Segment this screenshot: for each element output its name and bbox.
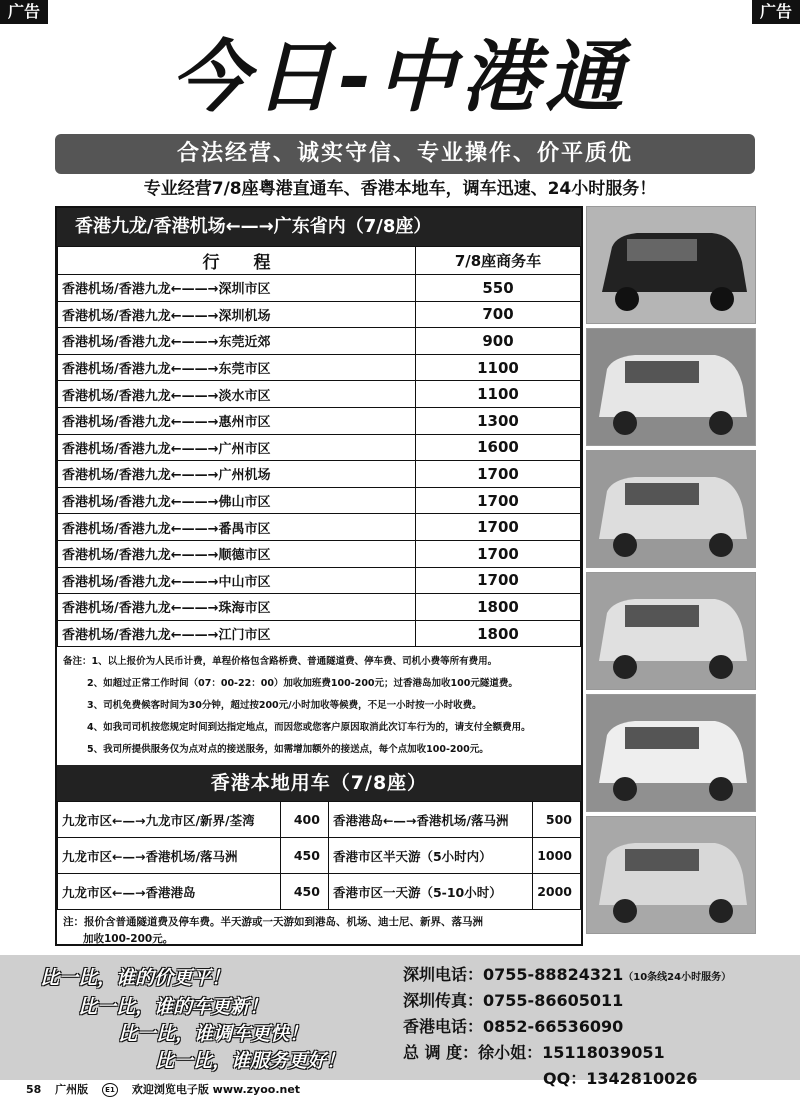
local-route: 九龙市区←—→香港机场/落马洲: [58, 838, 281, 874]
table-row: [58, 567, 581, 594]
contact-info: [403, 963, 798, 1093]
table-row: [58, 594, 581, 621]
local-route: 香港市区半天游（5小时内）: [328, 838, 532, 874]
cross-border-header: 香港九龙/香港机场←—→广东省内（7/8座）: [57, 208, 581, 246]
contact-label: 香港电话：: [403, 1017, 484, 1036]
note-line: 2、如超过正常工作时间（07：00-22：00）加收加班费100-200元；过香港岛加收100元隧道费。: [87, 678, 518, 690]
route-cell: 香港机场/香港九龙←——→惠州市区: [58, 407, 416, 434]
car-photo: [586, 206, 756, 324]
price-cell: 550: [416, 275, 581, 302]
ad-tag-left: 广告: [0, 0, 48, 24]
contact-row: [403, 1015, 798, 1041]
table-row: [58, 354, 581, 381]
route-cell: 香港机场/香港九龙←——→江门市区: [58, 620, 416, 647]
route-cell: 香港机场/香港九龙←——→顺德市区: [58, 540, 416, 567]
price-cell: 1100: [416, 354, 581, 381]
table-row: [58, 620, 581, 647]
table-row: [58, 487, 581, 514]
route-cell: 香港机场/香港九龙←——→深圳市区: [58, 275, 416, 302]
price-cell: 1700: [416, 540, 581, 567]
price-cell: 900: [416, 328, 581, 355]
local-note-line-1: 注：报价含普通隧道费及停车费。半天游或一天游如到港岛、机场、迪士尼、新界、落马洲: [63, 916, 483, 929]
local-price: 1000: [533, 838, 581, 874]
local-note-line-2: 加收100-200元。: [83, 933, 174, 946]
local-price: 400: [280, 802, 328, 838]
contact-row: [403, 989, 798, 1015]
contact-label: 总 调 度：: [403, 1043, 479, 1062]
slogan-banner: 合法经营、诚实守信、专业操作、价平质优: [55, 134, 755, 174]
price-cell: 1700: [416, 461, 581, 488]
local-row: [58, 802, 581, 838]
route-cell: 香港机场/香港九龙←——→东莞市区: [58, 354, 416, 381]
price-cell: 1100: [416, 381, 581, 408]
ad-tag-right: 广告: [752, 0, 800, 24]
local-price: 2000: [533, 874, 581, 910]
contact-extra: （10条线24小时服务）: [623, 972, 732, 983]
note-line: 5、我司所提供服务仅为点对点的接送服务，如需增加额外的接送点，每个点加收100-200元。: [87, 744, 489, 756]
route-cell: 香港机场/香港九龙←——→中山市区: [58, 567, 416, 594]
local-route: 香港市区一天游（5-10小时）: [328, 874, 532, 910]
local-route: 香港港岛←—→香港机场/落马洲: [328, 802, 532, 838]
contact-row: [403, 963, 798, 989]
route-cell: 香港机场/香港九龙←——→佛山市区: [58, 487, 416, 514]
car-photo: [586, 816, 756, 934]
table-row: [58, 461, 581, 488]
table-row: [58, 275, 581, 302]
slogan-compare-4: 比一比，谁服务更好！: [155, 1050, 346, 1072]
contact-value: 0755-88824321: [483, 965, 624, 984]
slogan-compare-3: 比一比，谁调车更快！: [118, 1023, 309, 1045]
price-cell: 1800: [416, 620, 581, 647]
price-cell: 1700: [416, 487, 581, 514]
price-cell: 1300: [416, 407, 581, 434]
local-price: 500: [533, 802, 581, 838]
page-number: 58: [26, 1083, 42, 1096]
slogan-compare-2: 比一比，谁的车更新！: [78, 996, 269, 1018]
route-cell: 香港机场/香港九龙←——→深圳机场: [58, 301, 416, 328]
table-row: [58, 434, 581, 461]
table-row: [58, 381, 581, 408]
col-route: 行 程: [58, 247, 416, 275]
table-row: [58, 540, 581, 567]
contact-row: [403, 1041, 798, 1067]
price-cell: 700: [416, 301, 581, 328]
route-cell: 香港机场/香港九龙←——→东莞近郊: [58, 328, 416, 355]
local-route: 九龙市区←—→香港港岛: [58, 874, 281, 910]
service-subline: 专业经营7/8座粤港直通车、香港本地车，调车迅速、24小时服务！: [143, 179, 657, 199]
local-table: [57, 801, 581, 910]
price-table: [57, 246, 581, 647]
notes: [57, 647, 581, 765]
price-cell: 1700: [416, 567, 581, 594]
bottom-panel: [0, 955, 800, 1088]
local-route: 九龙市区←—→九龙市区/新界/荃湾: [58, 802, 281, 838]
route-cell: 香港机场/香港九龙←——→广州机场: [58, 461, 416, 488]
car-photo: [586, 328, 756, 446]
local-price: 450: [280, 874, 328, 910]
route-cell: 香港机场/香港九龙←——→淡水市区: [58, 381, 416, 408]
contact-value: 徐小姐：15118039051: [478, 1043, 665, 1062]
contact-label: 深圳电话：: [403, 965, 484, 984]
table-row: [58, 301, 581, 328]
col-price: 7/8座商务车: [416, 247, 581, 275]
car-photo: [586, 450, 756, 568]
table-row: [58, 407, 581, 434]
logo-icon: E1: [102, 1083, 118, 1097]
cross-border-price-box: [55, 206, 583, 946]
page-footer: [0, 1080, 800, 1100]
price-cell: 1600: [416, 434, 581, 461]
route-cell: 香港机场/香港九龙←——→番禺市区: [58, 514, 416, 541]
note-line: 4、如我司司机按您规定时间到达指定地点，而因您或您客户原因取消此次订车行为的，请支付全额费用。: [87, 722, 531, 734]
local-header: 香港本地用车（7/8座）: [57, 765, 581, 801]
local-note: [57, 910, 581, 952]
table-row: [58, 328, 581, 355]
car-photo: [586, 694, 756, 812]
contact-label: 深圳传真：: [403, 991, 484, 1010]
note-line: 3、司机免费候客时间为30分钟，超过按200元/小时加收等候费，不足一小时按一小时收费。: [87, 700, 482, 712]
edition: 广州版: [55, 1083, 89, 1096]
route-cell: 香港机场/香港九龙←——→广州市区: [58, 434, 416, 461]
table-row: [58, 514, 581, 541]
price-cell: 1800: [416, 594, 581, 621]
local-price: 450: [280, 838, 328, 874]
local-row: [58, 838, 581, 874]
price-cell: 1700: [416, 514, 581, 541]
footer-text: 欢迎浏览电子版 www.zyoo.net: [131, 1083, 301, 1096]
route-cell: 香港机场/香港九龙←——→珠海市区: [58, 594, 416, 621]
price-table-header: [58, 247, 581, 275]
local-row: [58, 874, 581, 910]
slogan-compare-1: 比一比，谁的价更平！: [40, 967, 231, 989]
page-title: 今日-中港通: [170, 33, 630, 123]
note-line: 备注：1、以上报价为人民币计费，单程价格包含路桥费、普通隧道费、停车费、司机小费等所有费用。: [63, 656, 498, 668]
contact-value: 0755-86605011: [483, 991, 624, 1010]
car-photos: [586, 206, 756, 938]
car-photo: [586, 572, 756, 690]
contact-value: QQ：1342810026: [543, 1069, 698, 1088]
contact-value: 0852-66536090: [483, 1017, 624, 1036]
